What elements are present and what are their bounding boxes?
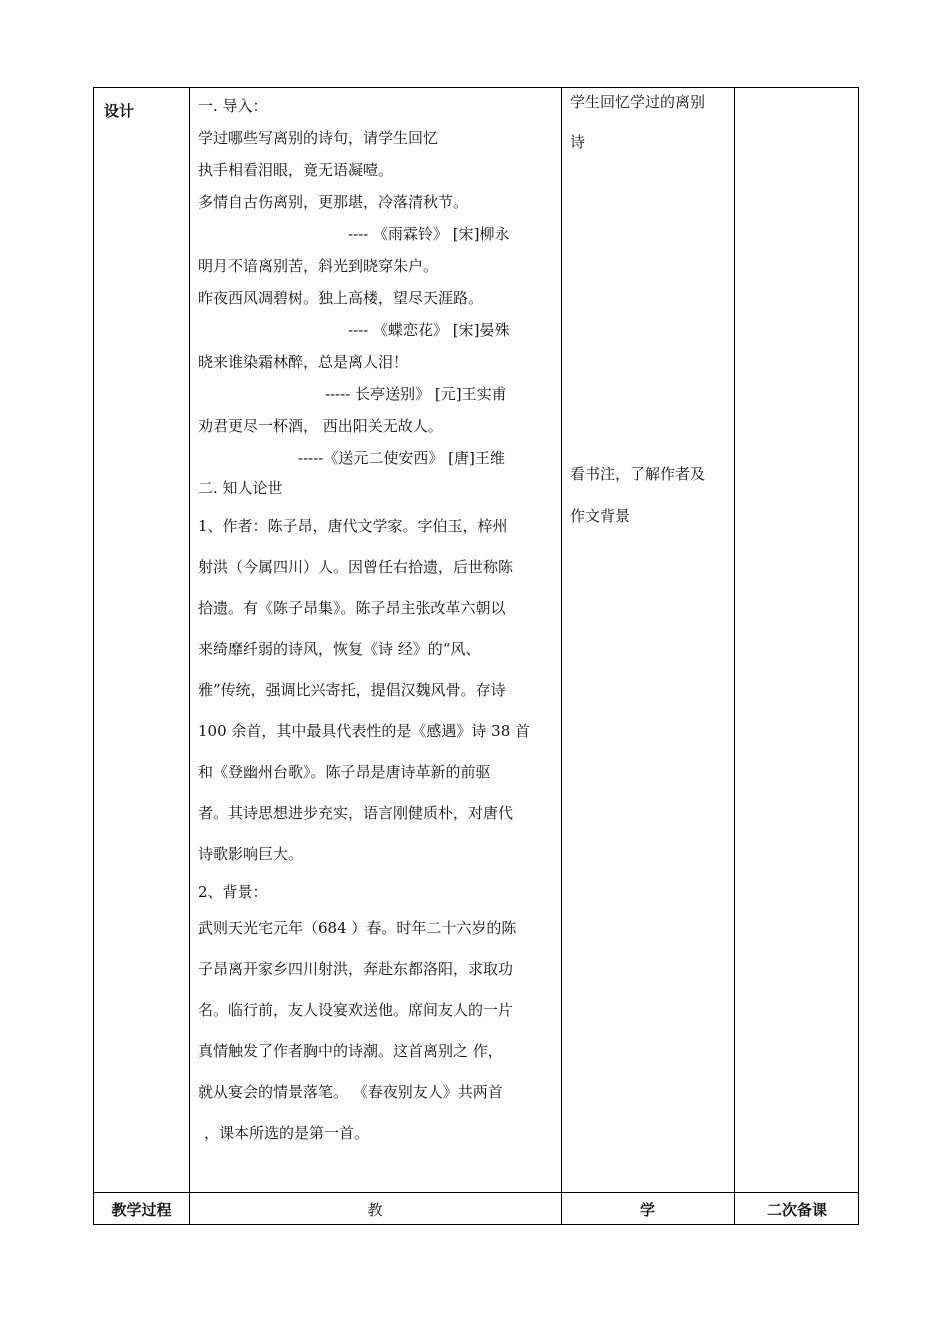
footer-teach: 教	[367, 1201, 383, 1219]
text-line: 昨夜西风凋碧树。独上高楼，望尽天涯路。	[198, 289, 484, 307]
text-line: 劝君更尽一杯酒， 西出阳关无故人。	[198, 417, 443, 435]
text-line: 就从宴会的情景落笔。 《春夜别友人》共两首	[198, 1083, 503, 1101]
text-line: 雅”传统，强调比兴寄托，提倡汉魏风骨。存诗	[198, 681, 506, 699]
student-activity-column	[570, 92, 730, 546]
text-line: 名。临行前，友人设宴欢送他。席间友人的一片	[198, 1001, 514, 1019]
teacher-content-column	[198, 96, 553, 1164]
text-line: 射洪（今属四川）人。因曾任右拾遗，后世称陈	[198, 558, 514, 576]
text-line: 2、背景：	[198, 883, 268, 901]
text-line: ---- 《雨霖铃》 [宋]柳永	[348, 225, 510, 243]
footer-second-prep: 二次备课	[766, 1201, 827, 1219]
lesson-table	[93, 87, 859, 1225]
footer-learn: 学	[639, 1201, 655, 1219]
column-divider	[561, 88, 562, 1224]
text-line: -----《送元二使安西》 [唐]王维	[298, 449, 505, 467]
column-divider	[189, 88, 190, 1224]
text-line: 1、作者：陈子昂，唐代文学家。字伯玉，梓州	[198, 517, 508, 535]
text-line: 来绮靡纤弱的诗风，恢复《诗 经》的“风、	[198, 640, 481, 658]
text-line: 看书注，了解作者及	[570, 465, 706, 483]
text-line: 学过哪些写离别的诗句，请学生回忆	[198, 129, 439, 147]
text-line: 者。其诗思想进步充实，语言刚健质朴，对唐代	[198, 804, 514, 822]
text-line: 真情触发了作者胸中的诗潮。这首离别之 作，	[198, 1042, 503, 1060]
text-line: 作文背景	[570, 507, 631, 525]
text-line: 执手相看泪眼，竟无语凝噎。	[198, 161, 394, 179]
text-line: ---- 《蝶恋花》 [宋]晏殊	[348, 321, 510, 339]
column-divider	[734, 88, 735, 1224]
text-line: 武则天光宅元年（684 ）春。时年二十六岁的陈	[198, 919, 517, 937]
text-line: 晓来谁染霜林醉，总是离人泪！	[198, 353, 409, 371]
text-line: 100 余首，其中最具代表性的是《感遇》诗 38 首	[198, 722, 531, 740]
text-line: 和《登幽州台歌》。陈子昂是唐诗革新的前驱	[198, 763, 491, 781]
text-line: 一. 导入：	[198, 97, 268, 115]
text-line: 诗歌影响巨大。	[198, 845, 304, 863]
row-label-design: 设计	[104, 102, 135, 120]
text-line: 子昂离开家乡四川射洪，奔赴东都洛阳，求取功	[198, 960, 514, 978]
text-line: ，课本所选的是第一首。	[204, 1124, 370, 1142]
text-line: 二. 知人论世	[198, 479, 283, 497]
text-line: 诗	[570, 133, 586, 151]
text-line: 明月不谙离别苦，斜光到晓穿朱户。	[198, 257, 439, 275]
text-line: 学生回忆学过的离别	[570, 93, 706, 111]
footer-teaching-process: 教学过程	[111, 1201, 172, 1219]
text-line: 多情自古伤离别，更那堪，冷落清秋节。	[198, 193, 469, 211]
text-line: ----- 长亭送别》 [元]王实甫	[325, 385, 507, 403]
text-line: 拾遗。有《陈子昂集》。陈子昂主张改革六朝以	[198, 599, 506, 617]
